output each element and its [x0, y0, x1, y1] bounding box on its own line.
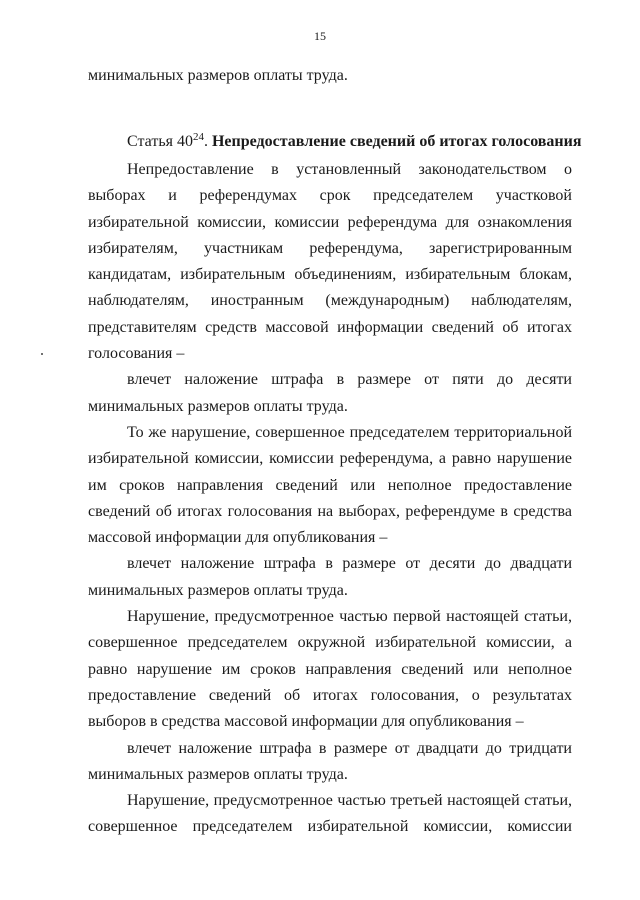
- article-heading: [127, 126, 582, 153]
- page-number: 15: [314, 29, 326, 43]
- article-number-superscript: 24: [192, 131, 204, 143]
- article-number: Статья 40: [127, 133, 193, 150]
- scan-artifact: [41, 353, 43, 355]
- article-number-dot: .: [203, 133, 208, 150]
- paragraph-3: То же нарушение, совершенное председателем территориальной избирательной комиссии, комиссии референдума, а равно нарушение им сроков направления сведений или неполное предоставление сведений об итогах голосования на выборах, референдуме в средства массовой информации для опубликования –: [88, 423, 572, 547]
- paragraph-1: Непредоставление в установленный законодательством о выборах и референдумах срок председателем участковой избирательной комиссии, комиссии референдума для ознакомления избирателям, участникам референдума, зарегистрированным кандидатам, избирательным объединениям, избирательным блокам, наблюдателям, иностранным (международным) наблюдателям, представителям средств массовой информации сведений об итогах голосования –: [88, 161, 572, 363]
- paragraph-2: влечет наложение штрафа в размере от пяти до десяти минимальных размеров оплаты труда.: [88, 371, 572, 415]
- paragraph-6: влечет наложение штрафа в размере от двадцати до тридцати минимальных размеров оплаты труда.: [88, 739, 572, 783]
- paragraph-5: Нарушение, предусмотренное частью первой настоящей статьи, совершенное председателем окружной избирательной комиссии, а равно нарушение им сроков направления сведений или неполное предоставление сведений об итогах голосования, о результатах выборов в средства массовой информации для опубликования –: [88, 608, 572, 731]
- paragraph-7: Нарушение, предусмотренное частью третьей настоящей статьи, совершенное председателем избирательной комиссии, комиссии: [88, 792, 572, 836]
- article-body: [88, 157, 572, 841]
- continuation-block: [88, 63, 572, 89]
- article-title: Непредоставление сведений об итогах голосования: [211, 133, 582, 150]
- paragraph-4: влечет наложение штрафа в размере от десяти до двадцати минимальных размеров оплаты труда.: [88, 555, 572, 599]
- continuation-text: минимальных размеров оплаты труда.: [88, 67, 348, 84]
